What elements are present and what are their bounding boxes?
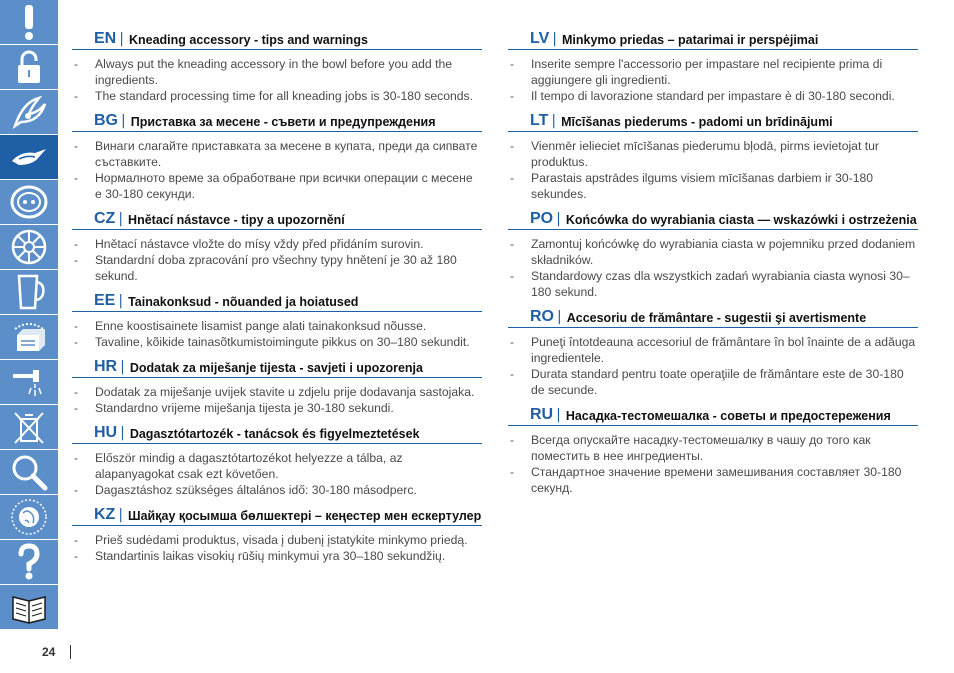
section-title: Kneading accessory - tips and warnings [128,33,368,47]
tab-disc[interactable] [0,180,58,225]
list-item: - Először mindig a dagasztótartozékot helyezze a tálba, az alapanyagokat csak ezt követően. [72,450,482,482]
language-section-ee [72,292,482,350]
tab-recycle[interactable] [0,405,58,450]
list-item: - Hnětací nástavce vložte do mísy vždy před přidáním surovin. [72,236,482,252]
list-item: - Нормалното време за обработване при всички операции с месене е 30-180 секунди. [72,170,482,202]
language-code: LT [530,112,549,129]
list-item: - Vienmēr ielieciet mīcīšanas piederumu bļodā, pirms ievietojat tur produktus. [508,138,918,170]
language-section-ro [508,308,918,398]
list-item: - Puneţi întotdeauna accesoriul de frământare în bol înainte de a adăuga ingredientele. [508,334,918,366]
language-section-kz [72,506,482,564]
section-title: Приставка за месене - съвети и предупреждения [130,115,436,129]
tab-troubleshooting[interactable] [0,450,58,495]
section-heading [508,210,918,230]
section-heading [72,424,482,444]
tab-lock[interactable] [0,45,58,90]
heading-separator: | [120,359,125,375]
heading-separator: | [556,211,561,227]
language-code: PO [530,210,554,227]
section-heading [72,30,482,50]
language-code: RU [530,406,554,423]
list-item: - Inserite sempre l'accessorio per impastare nel recipiente prima di aggiungere gli ingredienti. [508,56,918,88]
tab-gear-disc[interactable] [0,225,58,270]
list-item: - Standardowy czas dla wszystkich zadań wyrabiania ciasta wynosi 30–180 sekund. [508,268,918,300]
tab-kneading[interactable] [0,135,58,180]
tips-list [508,56,918,104]
heading-separator: | [118,211,124,227]
list-item: - Prieš sudėdami produktus, visada į dubenį įstatykite minkymo priedą. [72,532,482,548]
section-heading [72,506,482,526]
list-item: - Standartinis laikas visokių rūšių minkymui yra 30–180 sekundžių. [72,548,482,564]
heading-separator: | [121,113,126,129]
section-heading [508,406,918,426]
heading-separator: | [551,113,557,129]
heading-separator: | [119,31,124,47]
tips-list [508,334,918,398]
recycle-bin-icon [9,407,49,447]
language-section-ru [508,406,918,496]
tips-list [72,450,482,498]
tab-blade[interactable] [0,90,58,135]
list-item: - Всегда опускайте насадку-тестомешалку в чашу до того как поместить в нее ингредиенты. [508,432,918,464]
language-code: CZ [94,210,116,227]
page-number-divider [70,645,71,659]
storage-box-icon [9,317,49,357]
magnifier-icon [9,452,49,492]
list-item: - Винаги слагайте приставката за месене в купата, преди да сипвате съставките. [72,138,482,170]
heading-separator: | [118,507,124,523]
tab-guarantee[interactable] [0,495,58,540]
tips-list [72,56,482,104]
tips-list [508,236,918,300]
tap-cleaning-icon [9,362,49,402]
page-number: 24 [42,645,56,659]
heading-separator: | [557,309,562,325]
language-code: KZ [94,506,116,523]
tab-cleaning[interactable] [0,360,58,405]
list-item: - Standardno vrijeme miješanja tijesta je 30-180 sekundi. [72,400,482,416]
list-item: - Parastais apstrādes ilgums visiem mīcīšanas darbiem ir 30-180 sekundes. [508,170,918,202]
language-section-lt [508,112,918,202]
tab-jug[interactable] [0,270,58,315]
left-column [72,30,482,572]
heading-separator: | [118,293,124,309]
section-title: Dagasztótartozék - tanácsok és figyelmeztetések [129,427,420,441]
tips-list [72,532,482,564]
language-section-cz [72,210,482,284]
list-item: - Tavaline, kõikide tainasõtkumistoimingute pikkus on 30–180 sekundit. [72,334,482,350]
disc-icon [9,182,49,222]
question-icon [9,542,49,582]
section-heading [72,358,482,378]
tips-list [72,318,482,350]
tab-safety[interactable] [0,0,58,45]
list-item: - Standardní doba zpracování pro všechny typy hnětení je 30 až 180 sekund. [72,252,482,284]
tips-list [72,384,482,416]
section-title: Hnětací nástavce - tipy a upozornění [128,213,345,227]
right-column [508,30,918,504]
section-heading [72,112,482,132]
list-item: - Стандартное значение времени замешивания составляет 30-180 секунд. [508,464,918,496]
padlock-icon [9,47,49,87]
section-title: Dodatak za miješanje tijesta - savjeti i upozorenja [129,361,423,375]
section-heading [508,112,918,132]
list-item: - Dodatak za miješanje uvijek stavite u zdjelu prije dodavanja sastojaka. [72,384,482,400]
list-item: - Zamontuj końcówkę do wyrabiania ciasta w pojemniku przed dodaniem składników. [508,236,918,268]
tips-list [508,432,918,496]
language-section-hu [72,424,482,498]
section-heading [508,30,918,50]
list-item: - Il tempo di lavorazione standard per impastare è di 30-180 secondi. [508,88,918,104]
kneading-icon [9,137,49,177]
section-title: Mīcīšanas piederums - padomi un brīdinājumi [561,115,833,129]
world-guarantee-icon [9,497,49,537]
list-item: - Durata standard pentru toate operaţiile de frământare este de 30-180 de secunde. [508,366,918,398]
tips-list [508,138,918,202]
exclamation-icon [9,2,49,42]
list-item: - Enne koostisainete lisamist pange alati tainakonksud nõusse. [72,318,482,334]
section-title: Końcówka do wyrabiania ciasta — wskazówki i ostrzeżenia [565,213,917,227]
language-code: BG [94,112,118,129]
tab-storage[interactable] [0,315,58,360]
jug-icon [9,272,49,312]
section-title: Насадка-тестомешалка - советы и предостережения [565,409,891,423]
tab-help[interactable] [0,540,58,585]
language-code: EN [94,30,117,47]
heading-separator: | [552,31,557,47]
language-section-po [508,210,918,300]
tips-list [72,138,482,202]
section-title: Accesoriu de frământare - sugestii şi avertismente [566,311,867,325]
language-section-en [72,30,482,104]
language-section-lv [508,30,918,104]
list-item: - Dagasztáshoz szükséges általános idő: 30-180 másodperc. [72,482,482,498]
section-title: Minkymo priedas – patarimai ir perspėjimai [561,33,819,47]
list-item: - Always put the kneading accessory in the bowl before you add the ingredients. [72,56,482,88]
tips-list [72,236,482,284]
heading-separator: | [120,425,125,441]
blade-icon [9,92,49,132]
recipe-book-icon [9,587,49,627]
section-heading [508,308,918,328]
language-code: LV [530,30,550,47]
heading-separator: | [556,407,561,423]
section-title: Шайқау қосымша бөлшектері – кеңестер мен ескертулер [128,509,482,523]
language-section-hr [72,358,482,416]
language-code: HU [94,424,118,441]
tab-recipes[interactable] [0,585,58,630]
section-heading [72,292,482,312]
language-code: HR [94,358,118,375]
section-title: Tainakonksud - nõuanded ja hoiatused [128,295,359,309]
language-code: EE [94,292,116,309]
language-code: RO [530,308,554,325]
section-heading [72,210,482,230]
sidebar [0,0,60,620]
list-item: - The standard processing time for all kneading jobs is 30-180 seconds. [72,88,482,104]
gear-disc-icon [9,227,49,267]
language-section-bg [72,112,482,202]
